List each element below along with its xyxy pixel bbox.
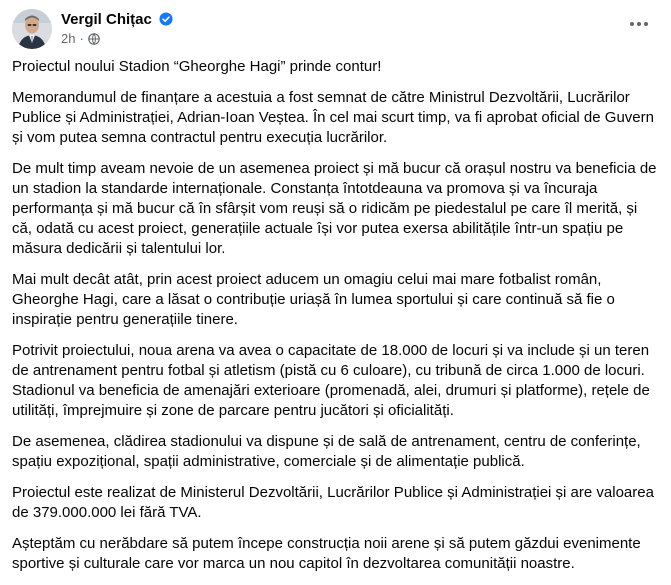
meta-separator: · (79, 31, 84, 46)
post-paragraph: Așteptăm cu nerăbdare să putem începe construcția noii arene și să putem găzdui evenimente sportive și culturale care vor marca un nou capitol în dezvoltarea comunității noastre. (12, 535, 641, 572)
author-photo (12, 9, 52, 49)
verified-badge-icon (159, 12, 173, 30)
post-paragraph: Proiectul noului Stadion “Gheorghe Hagi” prinde contur! (12, 58, 382, 75)
author-avatar[interactable] (12, 9, 52, 49)
post-paragraph: Potrivit proiectului, noua arena va avea o capacitate de 18.000 de locuri și va include și un teren de antrenament pentru fotbal și atletism (pistă cu 6 culoare), cu tribună de circa 1.000 de locuri. Stadionul va beneficia de amenajări exterioare (promenadă, alei, drumuri și platforme), rețele de utilități, împrejmuire și zone de parcare pentru jucători și oficialități. (12, 342, 650, 419)
globe-icon[interactable] (88, 33, 100, 45)
post-paragraph: Proiectul este realizat de Ministerul Dezvoltării, Lucrărilor Publice și Administrației și are valoarea de 379.000.000 lei fără TVA. (12, 484, 654, 521)
post-paragraph: Memorandumul de finanțare a acestuia a fost semnat de către Ministrul Dezvoltării, Lucrărilor Publice și Administrației, Adrian-Ioan Veștea. În cel mai scurt timp, va fi aprobat oficial de Guvern și vom putea semna contractul pentru execuția lucrărilor. (12, 89, 654, 146)
author-name-row (61, 11, 173, 30)
author-name[interactable]: Vergil Chițac (61, 11, 152, 28)
post-paragraph: De mult timp aveam nevoie de un asemenea proiect și mă bucur că orașul nostru va beneficia de un stadion la standarde internaționale. Constanța întotdeauna va promova și va încuraja performanța și mă bucur că în sfârșit vom reuși să o ridicăm pe piedestalul pe care îl merită, și că, odată cu acest proiect, generațiile actuale își vor putea exersa abilitățile într-un spațiu pe măsura dedicării și talentului lor. (12, 160, 657, 257)
post-text (12, 57, 660, 585)
post-header (12, 9, 659, 49)
post-paragraph: Mai mult decât atât, prin acest proiect aducem un omagiu celui mai mare fotbalist român, Gheorghe Hagi, care a lăsat o contribuție uriașă în lumea sportului și care continuă să fie o inspirație pentru generațiile tinere. (12, 271, 615, 328)
more-options-icon[interactable] (623, 13, 655, 35)
post-timestamp[interactable]: 2h (61, 31, 76, 46)
post-meta (61, 31, 100, 46)
post-paragraph: De asemenea, clădirea stadionului va dispune și de sală de antrenament, centru de conferințe, spațiu expozițional, spații administrative, comerciale și de alimentație publică. (12, 433, 641, 470)
